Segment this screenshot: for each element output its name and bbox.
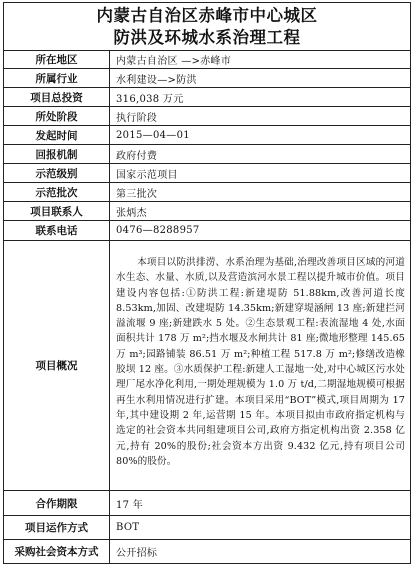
row-start-date: [4, 126, 410, 145]
table-title: [4, 3, 410, 51]
row-value: 第三批次: [116, 188, 158, 200]
overview-text: 本项目以防洪排涝、水系治理为基础,治理改善项目区域的河道水生态、水量、水质,以及营造滨河水景工程以提升城市价值。项目建设内容包括:①防洪工程:新建堤防 51.88km,改善河道长度 8.53km,加固、改建堤防 14.35km;新建穿堤涵闸 13 座;新建拦河溢流堰 9 座;新建跌水 5 处。②生态景观工程:表流湿地 4 处,水面面积共计 178 万 m²;挡水堰及水闸共计 81 座;微地形整理 145.65 万 m³;园路铺装 86.51 万 m²;种植工程 517.8 万 m²;修缮改造橡胶坝 12 座。③水质保护工程:新建人工湿地一处,对中心城区污水处理厂尾水净化利用,一期处理规模为 1.0 万 t/d,二期湿地规模可根据再生水利用情况进行扩建。本项目采用“BOT”模式,项目周期为 17 年,其中建设期 2 年,运营期 15 年。本项目拟由市政府指定机构与选定的社会资本共同组建项目公司,政府方指定机构出资 2.358 亿元,持有 20%的股份;社会资本方出资 9.432 亿元,持有项目公司 80%的股份。: [116, 257, 405, 467]
row-label: 项目概况: [4, 241, 110, 490]
row-label: 回报机制: [4, 145, 110, 163]
row-label: 所处阶段: [4, 107, 110, 125]
row-value: 内蒙古自治区 —>赤峰市: [116, 55, 232, 67]
row-demo-batch: [4, 183, 410, 202]
row-region: [4, 50, 410, 69]
row-value: 2015—04—01: [116, 129, 190, 141]
row-label: 项目总投资: [4, 88, 110, 106]
row-label: 发起时间: [4, 126, 110, 144]
row-demo-level: [4, 164, 410, 183]
row-return-mechanism: [4, 145, 410, 164]
row-label: 项目联系人: [4, 202, 110, 220]
row-value: 0476—8288957: [116, 225, 200, 236]
row-contact-person: [4, 202, 410, 221]
row-industry: [4, 69, 410, 88]
row-value: 政府付费: [116, 150, 158, 162]
row-value: 316,038 万元: [116, 93, 184, 105]
row-label: 项目运作方式: [4, 516, 110, 539]
row-label: 所在地区: [4, 50, 110, 68]
row-label: 所属行业: [4, 69, 110, 87]
title-line-1: 内蒙古自治区赤峰市中心城区: [96, 6, 318, 25]
row-label: 合作期限: [4, 491, 110, 515]
row-label: 示范级别: [4, 164, 110, 182]
row-value: 公开招标: [116, 548, 158, 559]
row-contact-phone: [4, 221, 410, 241]
row-value: 17 年: [116, 499, 144, 511]
project-info-table: [3, 2, 411, 564]
row-operation-mode: [4, 516, 410, 540]
row-value: 执行阶段: [116, 112, 158, 124]
row-stage: [4, 107, 410, 126]
row-label: 采购社会资本方式: [4, 540, 110, 563]
row-total-investment: [4, 88, 410, 107]
row-value: 张炳杰: [116, 207, 147, 219]
row-cooperation-period: [4, 491, 410, 516]
row-procurement-method: [4, 540, 410, 563]
title-line-2: 防洪及环城水系治理工程: [113, 28, 301, 47]
row-project-overview: [4, 241, 410, 491]
row-label: 联系电话: [4, 221, 110, 240]
overview-cell: [110, 241, 410, 490]
row-label: 示范批次: [4, 183, 110, 201]
row-value: BOT: [116, 522, 140, 533]
row-value: 水利建设—>防洪: [116, 74, 197, 86]
row-value: 国家示范项目: [116, 169, 178, 181]
